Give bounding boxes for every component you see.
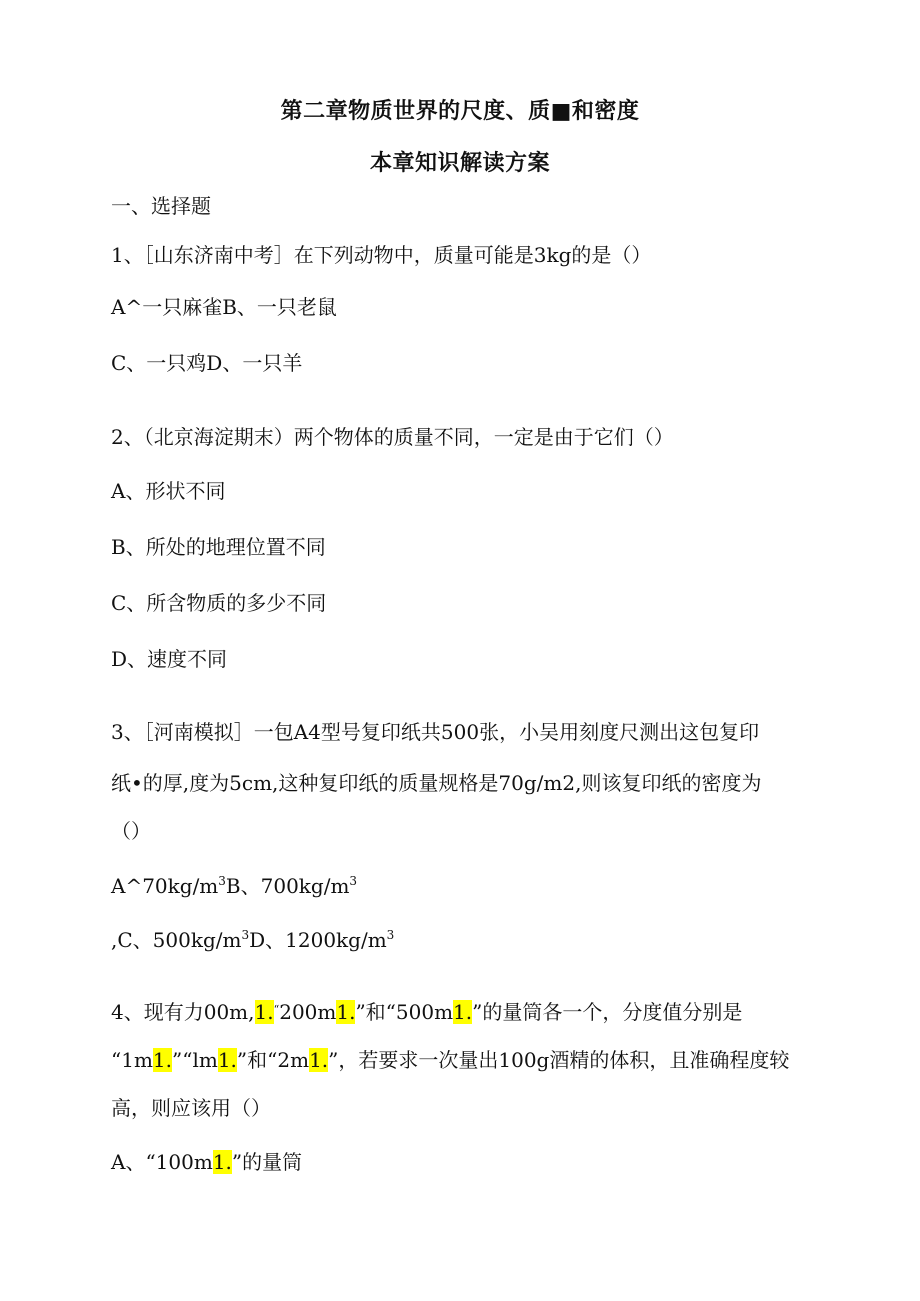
question-3-options-ab — [111, 872, 357, 900]
text-run: ”和“2m — [236, 1048, 310, 1072]
question-2-option-b: B、所处的地理位置不同 — [111, 535, 326, 559]
question-3-stem-line-2: 纸•的厚,度为5cm,这种复印纸的质量规格是70g∕m2,则该复印纸的密度为 — [111, 771, 762, 795]
question-2-option-d: D、速度不同 — [111, 647, 228, 671]
question-3-option-c: ,C、500kg∕m — [111, 928, 242, 952]
question-1-stem: 1、［山东济南中考］在下列动物中，质量可能是3kg的是（） — [111, 243, 652, 267]
text-run: ”，若要求一次量出100g酒精的体积，且准确程度较 — [328, 1048, 790, 1072]
document-title: 第二章物质世界的尺度、质■和密度 — [280, 99, 640, 124]
text-run: ”的量筒 — [231, 1150, 303, 1174]
superscript: 3 — [386, 928, 395, 942]
highlighted-text: 1. — [152, 1048, 173, 1072]
question-1-options-cd: C、一只鸡D、一只羊 — [111, 351, 303, 375]
question-2-option-c: C、所含物质的多少不同 — [111, 591, 327, 615]
question-3-stem-line-1: 3、［河南模拟］一包A4型号复印纸共500张，小吴用刻度尺测出这包复印 — [111, 720, 760, 744]
question-3-option-d: D、1200kg∕m — [249, 928, 387, 952]
superscript: 3 — [218, 874, 226, 888]
highlighted-text: 1. — [217, 1048, 237, 1072]
text-run: “ — [273, 1003, 280, 1016]
superscript: 3 — [349, 874, 358, 888]
text-run: “1m — [111, 1048, 153, 1072]
highlighted-text: 1. — [453, 1000, 473, 1024]
text-run: A、“100m — [111, 1150, 213, 1174]
question-2-stem: 2、（北京海淀期末）两个物体的质量不同，一定是由于它们（） — [111, 425, 674, 449]
question-4-stem-line-2 — [111, 1046, 789, 1074]
question-4-stem-line-1 — [111, 996, 742, 1026]
question-4-option-a — [111, 1148, 302, 1176]
text-run: ”的量筒各一个，分度值分别是 — [472, 1000, 743, 1024]
question-3-stem-line-3: （） — [111, 819, 151, 843]
text-run: ”“lm — [172, 1048, 218, 1072]
question-1-options-ab: A^一只麻雀B、一只老鼠 — [111, 295, 337, 319]
text-run: 4、现有力00m, — [111, 1000, 255, 1024]
text-run: ”和“500m — [355, 1000, 454, 1024]
question-4-stem-line-3: 高，则应该用（） — [111, 1096, 271, 1120]
highlighted-text: 1. — [212, 1150, 232, 1174]
question-3-options-cd — [111, 926, 394, 954]
superscript: 3 — [241, 928, 250, 942]
section-heading: 一、选择题 — [111, 194, 211, 218]
highlighted-text: 1. — [254, 1000, 274, 1024]
text-run: 200m — [279, 1000, 337, 1024]
question-3-option-b: B、700kg∕m — [225, 874, 350, 898]
document-subtitle: 本章知识解读方案 — [369, 151, 550, 176]
question-2-option-a: A、形状不同 — [111, 479, 226, 503]
question-3-option-a: A^70kg∕m — [111, 874, 219, 898]
highlighted-text: 1. — [309, 1048, 329, 1072]
highlighted-text: 1. — [336, 1000, 356, 1024]
